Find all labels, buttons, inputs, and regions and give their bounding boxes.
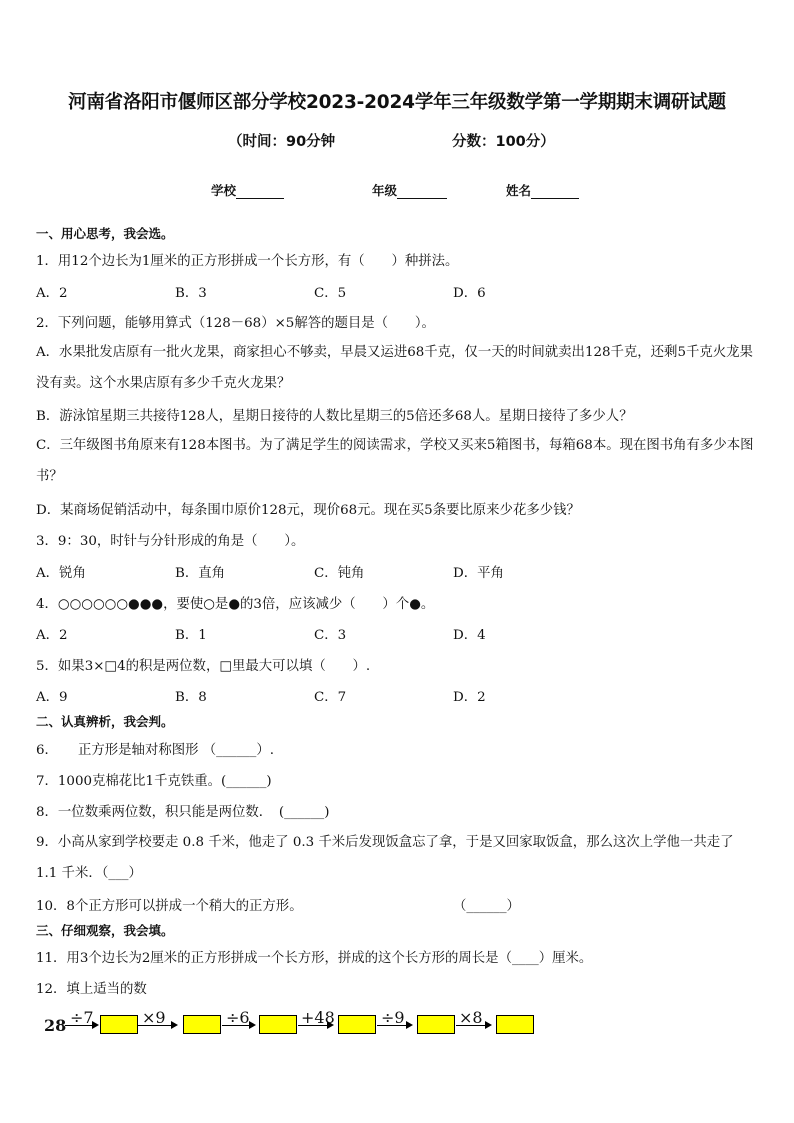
chain-arrow-4 (298, 1025, 328, 1026)
exam-time: （时间：90分钟 (228, 134, 336, 150)
grade-field (372, 181, 447, 199)
chain-arrow-3 (222, 1025, 250, 1026)
school-blank[interactable] (236, 183, 284, 199)
section-1-heading: 一、用心思考，我会选。 (36, 226, 174, 241)
q5-option-a[interactable]: A．9 (36, 690, 68, 705)
question-1: 1．用12个边长为1厘米的正方形拼成一个长方形，有（ ）种拼法。 (36, 254, 459, 269)
chain-arrowhead-6 (485, 1021, 492, 1029)
q5-option-c[interactable]: C．7 (314, 690, 347, 705)
q4-option-c[interactable]: C．3 (314, 628, 347, 643)
chain-op-5: ÷9 (381, 1008, 405, 1027)
grade-label: 年级 (372, 183, 398, 198)
q1-option-a[interactable]: A．2 (36, 286, 68, 301)
question-5: 5．如果3×□4的积是两位数，□里最大可以填（ ）. (36, 659, 371, 674)
chain-answer-box-6[interactable] (496, 1015, 534, 1034)
q1-option-d[interactable]: D．6 (453, 286, 486, 301)
chain-answer-box-1[interactable] (100, 1015, 138, 1034)
school-label: 学校 (211, 183, 237, 198)
chain-arrowhead-2 (171, 1021, 178, 1029)
question-9: 9．小高从家到学校要走 0.8 千米，他走了 0.3 千米后发现饭盒忘了拿，于是又回家取饭盒，那么这次上学他一共走了 1.1 千米．（___） (36, 835, 734, 881)
chain-op-2: ×9 (142, 1008, 166, 1027)
question-12: 12．填上适当的数 (36, 982, 147, 997)
q2-option-a[interactable]: A．水果批发店原有一批火龙果，商家担心不够卖，早晨又运进68千克，仅一天的时间就卖出128千克，还剩5千克火龙果没有卖。这个水果店原有多少千克火龙果？ (36, 345, 753, 391)
q3-option-b[interactable]: B．直角 (175, 566, 226, 581)
chain-arrow-5 (377, 1025, 407, 1026)
q2-option-d[interactable]: D．某商场促销活动中，每条围巾原价128元，现价68元。现在买5条要比原来少花多少钱？ (36, 503, 580, 518)
chain-answer-box-5[interactable] (417, 1015, 455, 1034)
section-3-heading: 三、仔细观察，我会填。 (36, 923, 174, 938)
name-blank[interactable] (531, 183, 579, 199)
chain-op-1: ÷7 (70, 1008, 94, 1027)
q5-option-b[interactable]: B．8 (175, 690, 207, 705)
chain-op-3: ÷6 (226, 1008, 250, 1027)
q3-option-c[interactable]: C．钝角 (314, 566, 365, 581)
grade-blank[interactable] (397, 183, 447, 199)
question-10: 10．8个正方形可以拼成一个稍大的正方形。 (36, 899, 303, 914)
chain-arrowhead-5 (406, 1021, 413, 1029)
chain-op-4: +48 (301, 1008, 335, 1027)
chain-answer-box-4[interactable] (338, 1015, 376, 1034)
q1-option-b[interactable]: B．3 (175, 286, 207, 301)
exam-score: 分数：100分） (452, 134, 555, 150)
question-8: 8．一位数乘两位数，积只能是两位数． (______) (36, 805, 330, 820)
question-7: 7．1000克棉花比1千克铁重。(______) (36, 774, 272, 789)
question-2: 2．下列问题，能够用算式（128－68）×5解答的题目是（ ）。 (36, 316, 435, 331)
chain-arrowhead-3 (249, 1021, 256, 1029)
school-field (211, 181, 284, 199)
chain-answer-box-3[interactable] (259, 1015, 297, 1034)
q4-option-d[interactable]: D．4 (453, 628, 486, 643)
question-6: 6． 正方形是轴对称图形 （______）. (36, 743, 274, 758)
chain-arrow-6 (456, 1025, 486, 1026)
question-3: 3．9：30，时针与分针形成的角是（ ）。 (36, 534, 305, 549)
chain-arrowhead-4 (327, 1021, 334, 1029)
q4-option-b[interactable]: B．1 (175, 628, 207, 643)
q5-option-d[interactable]: D．2 (453, 690, 486, 705)
section-2-heading: 二、认真辨析，我会判。 (36, 714, 174, 729)
chain-arrow-2 (138, 1025, 172, 1026)
chain-op-6: ×8 (459, 1008, 483, 1027)
q1-option-c[interactable]: C．5 (314, 286, 347, 301)
page-title: 河南省洛阳市偃师区部分学校2023-2024学年三年级数学第一学期期末调研试题 (68, 92, 726, 113)
q2-option-c[interactable]: C．三年级图书角原来有128本图书。为了满足学生的阅读需求，学校又买来5箱图书，每箱68本。现在图书角有多少本图书？ (36, 438, 754, 484)
q2-option-b[interactable]: B．游泳馆星期三共接待128人，星期日接待的人数比星期三的5倍还多68人。星期日接待了多少人？ (36, 409, 633, 424)
chain-arrow-1 (65, 1025, 93, 1026)
q3-option-d[interactable]: D．平角 (453, 566, 504, 581)
q10-answer-blank[interactable]: （______） (453, 899, 520, 914)
name-field (506, 181, 579, 199)
chain-arrowhead-1 (92, 1021, 99, 1029)
name-label: 姓名 (506, 183, 532, 198)
question-4: 4．○○○○○○●●●，要使○是●的3倍，应该减少（ ）个●。 (36, 597, 435, 612)
question-11: 11．用3个边长为2厘米的正方形拼成一个长方形，拼成的这个长方形的周长是（____）厘米。 (36, 951, 593, 966)
q3-option-a[interactable]: A．锐角 (36, 566, 86, 581)
chain-answer-box-2[interactable] (183, 1015, 221, 1034)
q4-option-a[interactable]: A．2 (36, 628, 68, 643)
chain-start-number: 28 (44, 1016, 67, 1035)
